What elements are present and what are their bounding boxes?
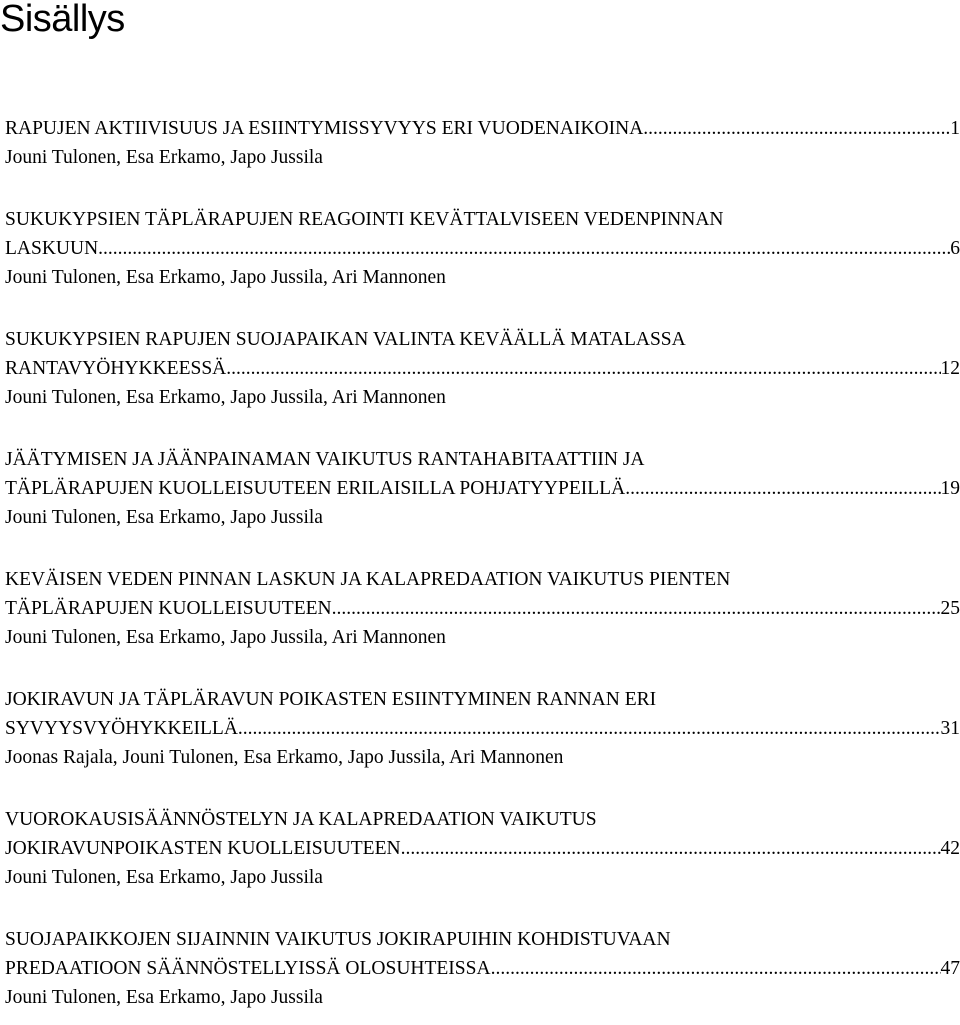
toc-entry[interactable] <box>5 325 960 412</box>
toc-entry-page-number: 47 <box>940 958 960 979</box>
toc-entry-page-number: 12 <box>940 358 960 379</box>
toc-entry[interactable] <box>5 114 960 172</box>
toc-entry[interactable] <box>5 205 960 292</box>
toc-entry-title-text: LASKUUN. <box>5 238 104 259</box>
toc-entry-title-row <box>5 834 960 863</box>
toc-entry-title-row <box>5 594 960 623</box>
dot-leader <box>231 354 940 383</box>
toc-entry-title-row <box>5 234 960 263</box>
toc-entry[interactable] <box>5 925 960 1012</box>
dot-leader <box>332 594 941 623</box>
toc-entry-title-line: JÄÄTYMISEN JA JÄÄNPAINAMAN VAIKUTUS RANTAHABITAATTIIN JA <box>5 449 645 470</box>
toc-entry-title-row <box>5 954 960 983</box>
toc-entry-title-line: KEVÄISEN VEDEN PINNAN LASKUN JA KALAPREDAATION VAIKUTUS PIENTEN <box>5 569 731 590</box>
toc-entry-title-row <box>5 474 960 503</box>
toc-entry-authors: Jouni Tulonen, Esa Erkamo, Japo Jussila <box>5 987 323 1008</box>
toc-entry[interactable] <box>5 445 960 532</box>
toc-entry-title-row <box>5 714 960 743</box>
toc-entry[interactable] <box>5 565 960 652</box>
toc-entry-authors: Jouni Tulonen, Esa Erkamo, Japo Jussila <box>5 147 323 168</box>
toc-entry-title-text: RAPUJEN AKTIIVISUUS JA ESIINTYMISSYVYYS ERI VUODENAIKOINA <box>5 118 644 139</box>
dot-leader <box>491 954 941 983</box>
dot-leader <box>405 834 940 863</box>
toc-entry-authors: Jouni Tulonen, Esa Erkamo, Japo Jussila <box>5 867 323 888</box>
toc-entry-authors: Jouni Tulonen, Esa Erkamo, Japo Jussila, Ari Mannonen <box>5 627 446 648</box>
toc-entry-page-number: 31 <box>940 718 960 739</box>
dot-leader <box>103 234 950 263</box>
page-title: Sisällys <box>0 0 125 40</box>
toc-entry-title-row <box>5 114 960 143</box>
dot-leader <box>238 714 941 743</box>
toc-entry-page-number: 19 <box>940 478 960 499</box>
toc-entry-authors: Jouni Tulonen, Esa Erkamo, Japo Jussila, Ari Mannonen <box>5 267 446 288</box>
toc-entry-authors: Jouni Tulonen, Esa Erkamo, Japo Jussila, Ari Mannonen <box>5 387 446 408</box>
toc-entry-title-line: SUKUKYPSIEN RAPUJEN SUOJAPAIKAN VALINTA KEVÄÄLLÄ MATALASSA <box>5 329 686 350</box>
toc-entry-title-text: TÄPLÄRAPUJEN KUOLLEISUUTEEN ERILAISILLA POHJATYYPEILLÄ <box>5 478 626 499</box>
toc-entry[interactable] <box>5 685 960 772</box>
toc-entry-title-text: JOKIRAVUNPOIKASTEN KUOLLEISUUTEEN. <box>5 838 406 859</box>
toc-entry-title-text: SYVYYSVYÖHYKKEILLÄ <box>5 718 238 739</box>
toc-entry-title-line: SUKUKYPSIEN TÄPLÄRAPUJEN REAGOINTI KEVÄTTALVISEEN VEDENPINNAN <box>5 209 724 230</box>
toc-entry-title-line: SUOJAPAIKKOJEN SIJAINNIN VAIKUTUS JOKIRAPUIHIN KOHDISTUVAAN <box>5 929 671 950</box>
toc-entry-title-line: VUOROKAUSISÄÄNNÖSTELYN JA KALAPREDAATION VAIKUTUS <box>5 809 597 830</box>
toc-entry-authors: Joonas Rajala, Jouni Tulonen, Esa Erkamo, Japo Jussila, Ari Mannonen <box>5 747 564 768</box>
toc-entry-page-number: 25 <box>940 598 960 619</box>
toc-entry-page-number: 42 <box>940 838 960 859</box>
table-of-contents <box>5 114 960 1012</box>
toc-entry-title-text: RANTAVYÖHYKKEESSÄ. <box>5 358 232 379</box>
toc-entry-title-text: TÄPLÄRAPUJEN KUOLLEISUUTEEN <box>5 598 332 619</box>
toc-entry-page-number: 1 <box>950 118 960 139</box>
toc-entry-authors: Jouni Tulonen, Esa Erkamo, Japo Jussila <box>5 507 323 528</box>
toc-entry-title-text: PREDAATIOON SÄÄNNÖSTELLYISSÄ OLOSUHTEISSA <box>5 958 491 979</box>
dot-leader <box>625 474 940 503</box>
toc-entry-title-row <box>5 354 960 383</box>
toc-entry-title-line: JOKIRAVUN JA TÄPLÄRAVUN POIKASTEN ESIINTYMINEN RANNAN ERI <box>5 689 657 710</box>
toc-entry-page-number: 6 <box>950 238 960 259</box>
dot-leader <box>643 114 950 143</box>
toc-entry[interactable] <box>5 805 960 892</box>
